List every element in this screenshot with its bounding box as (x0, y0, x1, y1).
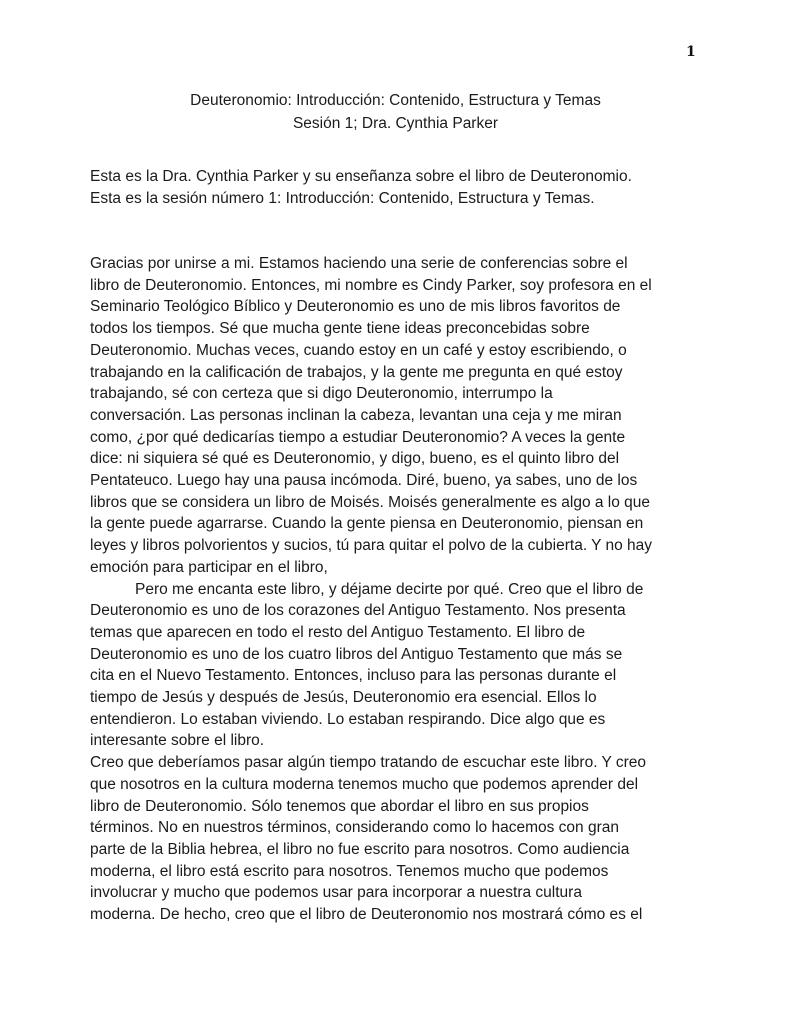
text-line: Deuteronomio es uno de los cuatro libros del Antiguo Testamento que más se (90, 645, 623, 663)
text-line: libro de Deuteronomio. Entonces, mi nombre es Cindy Parker, soy profesora en el (90, 276, 652, 294)
text-line: libros que se considera un libro de Moisés. Moisés generalmente es algo a lo que (90, 493, 651, 511)
text-line: parte de la Biblia hebrea, el libro no fue escrito para nosotros. Como audiencia (90, 840, 630, 858)
text-line: Seminario Teológico Bíblico y Deuteronomio es uno de mis libros favoritos de (90, 298, 621, 316)
text-line: entendieron. Lo estaban viviendo. Lo estaban respirando. Dice algo que es (90, 710, 606, 728)
text-line: cita en el Nuevo Testamento. Entonces, incluso para las personas durante el (90, 667, 617, 685)
title-line-1: Deuteronomio: Introducción: Contenido, Estructura y Temas (190, 92, 601, 109)
text-line: emoción para participar en el libro, (90, 558, 328, 576)
page-number: 1 (686, 44, 696, 60)
intro-line-2: Esta es la sesión número 1: Introducción: Contenido, Estructura y Temas. (90, 190, 595, 207)
text-line: Pentateuco. Luego hay una pausa incómoda. Diré, bueno, ya sabes, uno de los (90, 472, 638, 490)
text-line: dice: ni siquiera sé qué es Deuteronomio, y digo, bueno, es el quinto libro del (90, 450, 620, 468)
intro-paragraph (90, 166, 750, 210)
text-line: involucrar y mucho que podemos usar para incorporar a nuestra cultura (90, 884, 582, 902)
text-line: conversación. Las personas inclinan la cabeza, levantan una ceja y me miran (90, 406, 622, 424)
text-line: Gracias por unirse a mi. Estamos haciendo una serie de conferencias sobre el (90, 255, 628, 272)
text-line: la gente puede agarrarse. Cuando la gente piensa en Deuteronomio, piensan en (90, 515, 644, 533)
text-line: Creo que deberíamos pasar algún tiempo tratando de escuchar este libro. Y creo (90, 754, 647, 772)
text-line: Pero me encanta este libro, y déjame decirte por qué. Creo que el libro de (135, 580, 644, 598)
text-line: interesante sobre el libro. (90, 732, 265, 750)
text-line: leyes y libros polvorientos y sucios, tú para quitar el polvo de la cubierta. Y no hay (90, 537, 653, 555)
text-line: libro de Deuteronomio. Sólo tenemos que abordar el libro en sus propios (90, 797, 589, 815)
body-text (90, 253, 750, 926)
text-line: Deuteronomio es uno de los corazones del Antiguo Testamento. Nos presenta (90, 602, 626, 620)
text-line: temas que aparecen en todo el resto del Antiguo Testamento. El libro de (90, 623, 586, 641)
text-line: todos los tiempos. Sé que mucha gente tiene ideas preconcebidas sobre (90, 320, 590, 338)
text-line: términos. No en nuestros términos, considerando como lo hacemos con gran (90, 819, 619, 837)
text-line: moderna, el libro está escrito para nosotros. Tenemos mucho que podemos (90, 862, 609, 880)
paragraph (90, 579, 750, 753)
text-line: tiempo de Jesús y después de Jesús, Deuteronomio era esencial. Ellos lo (90, 689, 597, 707)
paragraph (90, 752, 750, 926)
paragraph (90, 253, 750, 579)
intro-line-1: Esta es la Dra. Cynthia Parker y su enseñanza sobre el libro de Deuteronomio. (90, 168, 632, 185)
document-title (85, 89, 706, 135)
text-line: que nosotros en la cultura moderna tenemos mucho que podemos aprender del (90, 775, 639, 793)
text-line: trabajando en la calificación de trabajos, y la gente me pregunta en qué estoy (90, 363, 623, 381)
text-line: moderna. De hecho, creo que el libro de Deuteronomio nos mostrará cómo es el (90, 906, 643, 924)
text-line: Deuteronomio. Muchas veces, cuando estoy en un café y estoy escribiendo, o (90, 341, 627, 359)
text-line: como, ¿por qué dedicarías tiempo a estudiar Deuteronomio? A veces la gente (90, 428, 626, 446)
text-line: trabajando, sé con certeza que si digo Deuteronomio, interrumpo la (90, 385, 553, 403)
title-line-2: Sesión 1; Dra. Cynthia Parker (292, 115, 499, 132)
